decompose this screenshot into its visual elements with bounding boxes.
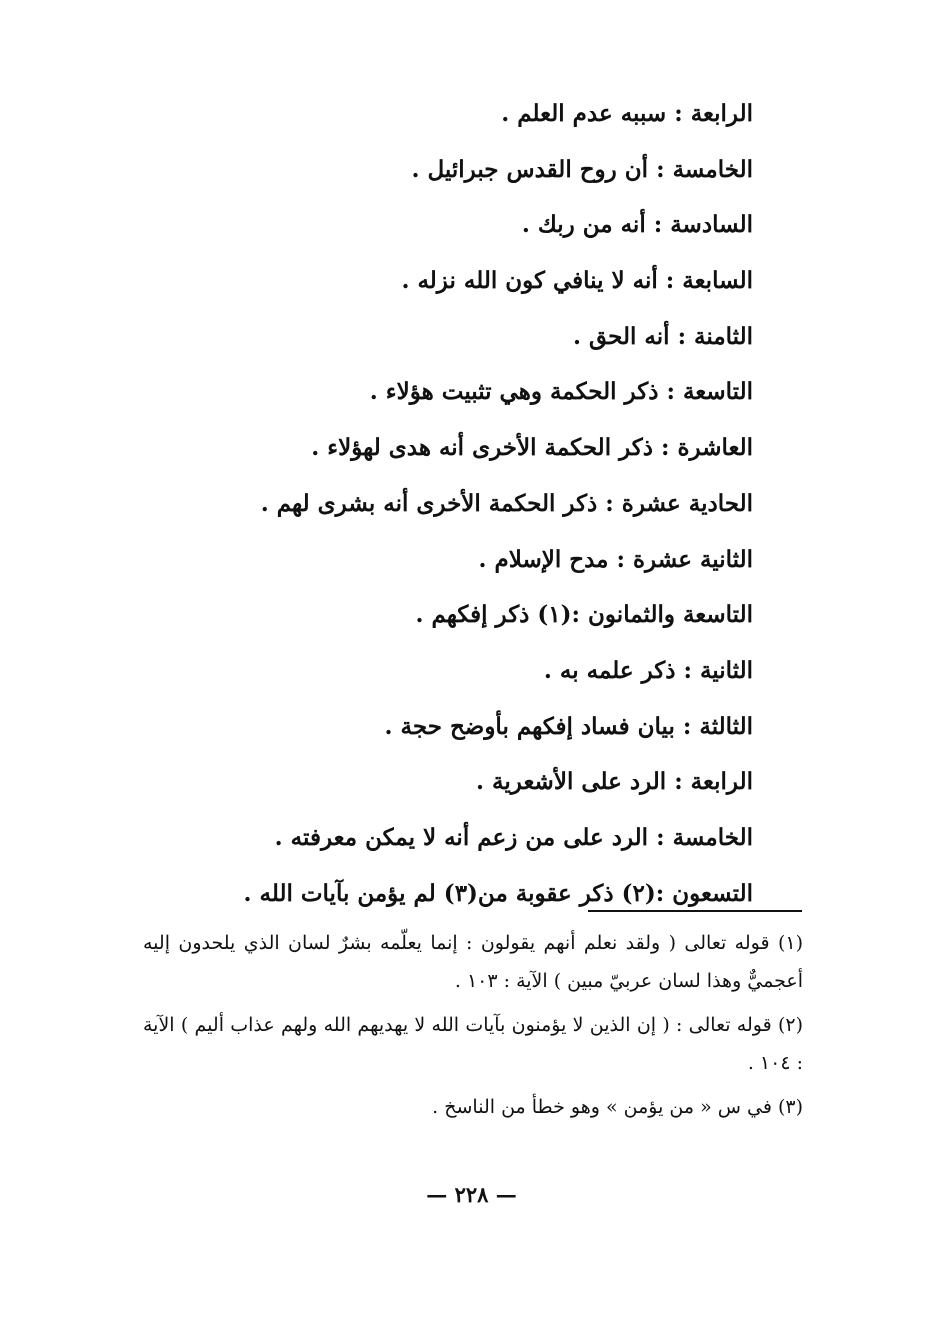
- text-line: السادسة : أنه من ربك .: [521, 211, 753, 239]
- text-line: التاسعة : ذكر الحكمة وهي تثبيت هؤلاء .: [369, 378, 753, 406]
- text-line: الخامسة : الرد على من زعم أنه لا يمكن معرفته .: [274, 823, 753, 851]
- footnote-2: (٢) قوله تعالى : ( إن الذين لا يؤمنون بآيات الله لا يهديهم الله ولهم عذاب أليم ) الآية : ١٠٤ .: [143, 1014, 803, 1074]
- text-line: الحادية عشرة : ذكر الحكمة الأخرى أنه بشرى لهم .: [260, 489, 753, 517]
- footnotes: [143, 924, 803, 1132]
- text-line: العاشرة : ذكر الحكمة الأخرى أنه هدى لهؤلاء .: [311, 434, 753, 462]
- text-line: الرابعة : الرد على الأشعرية .: [476, 768, 753, 796]
- text-line: التاسعة والثمانون :(١) ذكر إفكهم .: [415, 601, 753, 629]
- text-line: الخامسة : أن روح القدس جبرائيل .: [411, 155, 753, 183]
- text-line: الثامنة : أنه الحق .: [572, 322, 753, 350]
- footnote-3: (٣) في س « من يؤمن » وهو خطأ من الناسخ .: [432, 1096, 803, 1118]
- text-line: الرابعة : سببه عدم العلم .: [501, 100, 753, 127]
- footnote-1: (١) قوله تعالى ( ولقد نعلم أنهم يقولون : إنما يعلّمه بشرٌ لسان الذي يلحدون إليه أعجميٌّ وهذا لسان عربيّ مبين ) الآية : ١٠٣ .: [143, 932, 803, 992]
- main-text: [153, 86, 753, 921]
- text-line: السابعة : أنه لا ينافي كون الله نزله .: [401, 267, 753, 295]
- page-number: — ٢٢٨ —: [426, 1182, 517, 1207]
- text-line: الثانية عشرة : مدح الإسلام .: [478, 545, 753, 573]
- footnote-divider: [588, 910, 802, 912]
- text-line: الثانية : ذكر علمه به .: [543, 656, 753, 684]
- text-line: الثالثة : بيان فساد إفكهم بأوضح حجة .: [384, 712, 753, 740]
- text-line: التسعون :(٢) ذكر عقوبة من(٣) لم يؤمن بآيات الله .: [243, 879, 753, 907]
